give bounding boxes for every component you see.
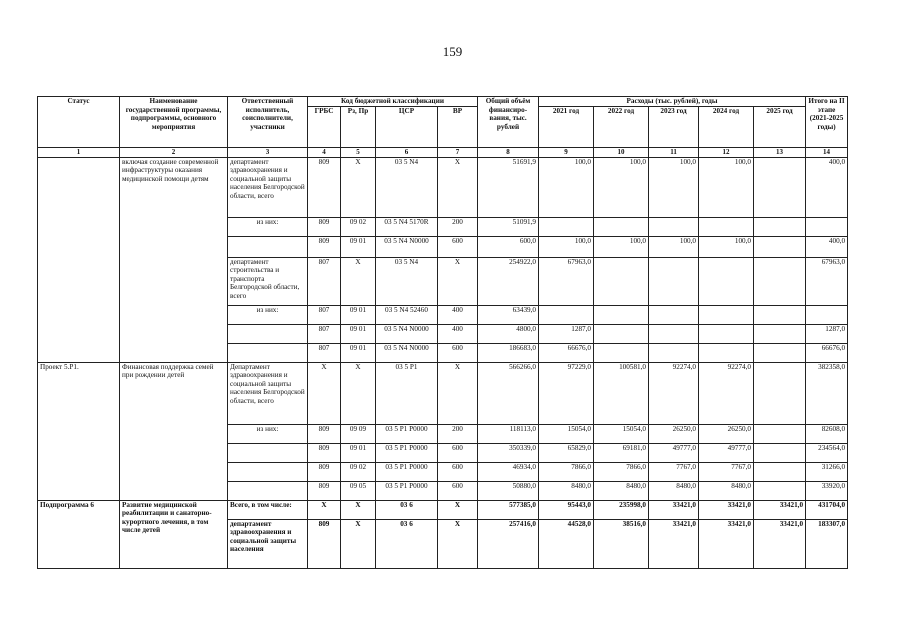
year-2025-cell (754, 343, 806, 362)
stage-total-cell: 400,0 (806, 236, 848, 257)
grbs-cell: 809 (308, 462, 341, 481)
stage-total-cell (806, 217, 848, 236)
year-2025-cell (754, 305, 806, 324)
csr-cell: 03 6 (376, 500, 438, 519)
header-total-stage: Итого на II этапе (2021-2025 годы) (806, 97, 848, 148)
name-cell: Развитие медицинской реабилитации и санаторно-курортного лечения, в том числе детей (120, 500, 228, 568)
year-2022-cell (594, 217, 649, 236)
year-2023-cell (649, 217, 699, 236)
column-number: 10 (594, 147, 649, 157)
header-total-volume: Общий объём финансиро-вания, тыс. рублей (478, 97, 539, 148)
year-2021-cell: 97229,0 (539, 362, 594, 424)
vr-cell: 200 (438, 217, 478, 236)
year-2025-cell: 33421,0 (754, 519, 806, 568)
year-2025-cell (754, 481, 806, 500)
header-grbs: ГРБС (308, 106, 341, 147)
grbs-cell: Х (308, 500, 341, 519)
grbs-cell: 809 (308, 217, 341, 236)
header-2025: 2025 год (754, 106, 806, 147)
year-2025-cell (754, 217, 806, 236)
rzpr-cell: 09 01 (341, 443, 376, 462)
year-2024-cell (699, 217, 754, 236)
total-cell: 46934,0 (478, 462, 539, 481)
stage-total-cell: 431704,0 (806, 500, 848, 519)
year-2024-cell: 49777,0 (699, 443, 754, 462)
responsible-cell: из них: (228, 424, 308, 443)
responsible-cell (228, 481, 308, 500)
header-name: Наименование государственной программы, подпрограммы, основного мероприятия (120, 97, 228, 148)
rzpr-cell: Х (341, 157, 376, 217)
responsible-cell: из них: (228, 217, 308, 236)
vr-cell: 600 (438, 343, 478, 362)
year-2022-cell (594, 343, 649, 362)
grbs-cell: 809 (308, 424, 341, 443)
total-cell: 186683,0 (478, 343, 539, 362)
grbs-cell: 807 (308, 343, 341, 362)
header-2023: 2023 год (649, 106, 699, 147)
header-rzpr: Рз, Пр (341, 106, 376, 147)
responsible-cell: департамент здравоохранения и социальной защиты населения (228, 519, 308, 568)
vr-cell: 200 (438, 424, 478, 443)
header-2022: 2022 год (594, 106, 649, 147)
total-cell: 50880,0 (478, 481, 539, 500)
vr-cell: 600 (438, 443, 478, 462)
column-number: 5 (341, 147, 376, 157)
year-2021-cell: 100,0 (539, 236, 594, 257)
responsible-cell: Всего, в том числе: (228, 500, 308, 519)
year-2021-cell: 95443,0 (539, 500, 594, 519)
year-2024-cell: 7767,0 (699, 462, 754, 481)
stage-total-cell: 400,0 (806, 157, 848, 217)
column-number: 3 (228, 147, 308, 157)
responsible-cell (228, 443, 308, 462)
column-number: 4 (308, 147, 341, 157)
status-cell (38, 157, 120, 362)
total-cell: 600,0 (478, 236, 539, 257)
year-2024-cell (699, 343, 754, 362)
year-2022-cell: 235998,0 (594, 500, 649, 519)
responsible-cell: Департамент здравоохранения и социальной защиты населения Белгородской области, всего (228, 362, 308, 424)
page-number: 159 (442, 44, 463, 59)
year-2023-cell: 7767,0 (649, 462, 699, 481)
rzpr-cell: Х (341, 519, 376, 568)
year-2025-cell (754, 424, 806, 443)
year-2025-cell (754, 324, 806, 343)
header-budget-code: Код бюджетной классификации (308, 97, 478, 107)
year-2022-cell (594, 305, 649, 324)
year-2022-cell: 15054,0 (594, 424, 649, 443)
year-2021-cell: 100,0 (539, 157, 594, 217)
year-2023-cell: 26250,0 (649, 424, 699, 443)
vr-cell: 400 (438, 305, 478, 324)
vr-cell: 600 (438, 481, 478, 500)
csr-cell: 03 5 N4 N0000 (376, 236, 438, 257)
total-cell: 63439,0 (478, 305, 539, 324)
total-cell: 4800,0 (478, 324, 539, 343)
stage-total-cell: 33920,0 (806, 481, 848, 500)
csr-cell: 03 5 N4 (376, 157, 438, 217)
column-number: 1 (38, 147, 120, 157)
stage-total-cell: 67963,0 (806, 257, 848, 305)
csr-cell: 03 5 N4 N0000 (376, 343, 438, 362)
grbs-cell: 809 (308, 519, 341, 568)
table-row (38, 362, 848, 424)
total-cell: 118113,0 (478, 424, 539, 443)
year-2025-cell: 33421,0 (754, 500, 806, 519)
stage-total-cell: 1287,0 (806, 324, 848, 343)
csr-cell: 03 5 N4 52460 (376, 305, 438, 324)
csr-cell: 03 5 Р1 Р0000 (376, 481, 438, 500)
year-2022-cell: 69181,0 (594, 443, 649, 462)
year-2021-cell: 7866,0 (539, 462, 594, 481)
header-csr: ЦСР (376, 106, 438, 147)
year-2022-cell: 7866,0 (594, 462, 649, 481)
year-2024-cell: 26250,0 (699, 424, 754, 443)
year-2022-cell: 100,0 (594, 157, 649, 217)
year-2024-cell: 33421,0 (699, 500, 754, 519)
year-2023-cell: 8480,0 (649, 481, 699, 500)
year-2024-cell: 92274,0 (699, 362, 754, 424)
vr-cell: 400 (438, 324, 478, 343)
year-2025-cell (754, 462, 806, 481)
total-cell: 566266,0 (478, 362, 539, 424)
year-2023-cell: 33421,0 (649, 519, 699, 568)
csr-cell: 03 5 N4 5170R (376, 217, 438, 236)
grbs-cell: 807 (308, 257, 341, 305)
year-2024-cell: 100,0 (699, 236, 754, 257)
grbs-cell: Х (308, 362, 341, 424)
rzpr-cell: 09 02 (341, 217, 376, 236)
year-2022-cell: 8480,0 (594, 481, 649, 500)
column-number: 8 (478, 147, 539, 157)
grbs-cell: 809 (308, 157, 341, 217)
total-cell: 350339,0 (478, 443, 539, 462)
total-cell: 51091,9 (478, 217, 539, 236)
csr-cell: 03 5 Р1 Р0000 (376, 424, 438, 443)
csr-cell: 03 5 Р1 (376, 362, 438, 424)
year-2024-cell: 100,0 (699, 157, 754, 217)
csr-cell: 03 5 Р1 Р0000 (376, 443, 438, 462)
year-2023-cell (649, 343, 699, 362)
name-cell: включая создание современной инфраструктуры оказания медицинской помощи детям (120, 157, 228, 362)
csr-cell: 03 5 Р1 Р0000 (376, 462, 438, 481)
year-2022-cell: 38516,0 (594, 519, 649, 568)
year-2023-cell: 33421,0 (649, 500, 699, 519)
vr-cell: Х (438, 362, 478, 424)
name-cell: Финансовая поддержка семей при рождении детей (120, 362, 228, 500)
year-2021-cell: 8480,0 (539, 481, 594, 500)
table-row (38, 500, 848, 519)
grbs-cell: 807 (308, 324, 341, 343)
header-2021: 2021 год (539, 106, 594, 147)
year-2022-cell (594, 324, 649, 343)
csr-cell: 03 5 N4 N0000 (376, 324, 438, 343)
column-number: 12 (699, 147, 754, 157)
vr-cell: 600 (438, 236, 478, 257)
grbs-cell: 807 (308, 305, 341, 324)
rzpr-cell: Х (341, 257, 376, 305)
year-2023-cell (649, 324, 699, 343)
year-2022-cell (594, 257, 649, 305)
responsible-cell (228, 462, 308, 481)
rzpr-cell: 09 01 (341, 324, 376, 343)
responsible-cell: департамент строительства и транспорта Белгородской области, всего (228, 257, 308, 305)
total-cell: 577385,0 (478, 500, 539, 519)
total-cell: 257416,0 (478, 519, 539, 568)
column-number: 13 (754, 147, 806, 157)
rzpr-cell: 09 05 (341, 481, 376, 500)
status-cell: Проект 5.Р1. (38, 362, 120, 500)
year-2024-cell: 33421,0 (699, 519, 754, 568)
year-2025-cell (754, 257, 806, 305)
stage-total-cell: 82608,0 (806, 424, 848, 443)
year-2025-cell (754, 362, 806, 424)
budget-table (37, 96, 848, 569)
stage-total-cell: 382358,0 (806, 362, 848, 424)
column-number: 14 (806, 147, 848, 157)
year-2025-cell (754, 157, 806, 217)
column-number: 2 (120, 147, 228, 157)
stage-total-cell (806, 305, 848, 324)
grbs-cell: 809 (308, 443, 341, 462)
year-2022-cell: 100,0 (594, 236, 649, 257)
header-status: Статус (38, 97, 120, 148)
year-2024-cell (699, 257, 754, 305)
responsible-cell (228, 324, 308, 343)
year-2023-cell: 92274,0 (649, 362, 699, 424)
rzpr-cell: Х (341, 500, 376, 519)
year-2024-cell (699, 305, 754, 324)
year-2025-cell (754, 443, 806, 462)
year-2024-cell: 8480,0 (699, 481, 754, 500)
rzpr-cell: 09 09 (341, 424, 376, 443)
header-vr: ВР (438, 106, 478, 147)
vr-cell: Х (438, 157, 478, 217)
grbs-cell: 809 (308, 481, 341, 500)
column-number: 11 (649, 147, 699, 157)
header-2024: 2024 год (699, 106, 754, 147)
year-2023-cell: 100,0 (649, 236, 699, 257)
stage-total-cell: 66676,0 (806, 343, 848, 362)
year-2024-cell (699, 324, 754, 343)
stage-total-cell: 183307,0 (806, 519, 848, 568)
rzpr-cell: 09 01 (341, 343, 376, 362)
rzpr-cell: 09 01 (341, 236, 376, 257)
vr-cell: Х (438, 500, 478, 519)
column-number-row (38, 147, 848, 157)
responsible-cell (228, 343, 308, 362)
year-2021-cell: 66676,0 (539, 343, 594, 362)
csr-cell: 03 5 N4 (376, 257, 438, 305)
header-responsible: Ответственный исполнитель, соисполнители, участники (228, 97, 308, 148)
year-2021-cell: 67963,0 (539, 257, 594, 305)
total-cell: 254922,0 (478, 257, 539, 305)
responsible-cell: департамент здравоохранения и социальной защиты населения Белгородской области, всего (228, 157, 308, 217)
year-2023-cell: 49777,0 (649, 443, 699, 462)
year-2023-cell: 100,0 (649, 157, 699, 217)
year-2021-cell: 44528,0 (539, 519, 594, 568)
vr-cell: Х (438, 519, 478, 568)
column-number: 7 (438, 147, 478, 157)
table-row (38, 157, 848, 217)
grbs-cell: 809 (308, 236, 341, 257)
year-2023-cell (649, 257, 699, 305)
year-2022-cell: 100581,0 (594, 362, 649, 424)
vr-cell: 600 (438, 462, 478, 481)
column-number: 9 (539, 147, 594, 157)
rzpr-cell: 09 02 (341, 462, 376, 481)
year-2021-cell: 65829,0 (539, 443, 594, 462)
header-expenses: Расходы (тыс. рублей), годы (539, 97, 806, 107)
vr-cell: Х (438, 257, 478, 305)
csr-cell: 03 6 (376, 519, 438, 568)
year-2021-cell: 1287,0 (539, 324, 594, 343)
rzpr-cell: Х (341, 362, 376, 424)
stage-total-cell: 234564,0 (806, 443, 848, 462)
responsible-cell (228, 236, 308, 257)
column-number: 6 (376, 147, 438, 157)
stage-total-cell: 31266,0 (806, 462, 848, 481)
total-cell: 51691,9 (478, 157, 539, 217)
year-2021-cell: 15054,0 (539, 424, 594, 443)
rzpr-cell: 09 01 (341, 305, 376, 324)
year-2025-cell (754, 236, 806, 257)
year-2023-cell (649, 305, 699, 324)
year-2021-cell (539, 305, 594, 324)
responsible-cell: из них: (228, 305, 308, 324)
status-cell: Подпрограмма 6 (38, 500, 120, 568)
year-2021-cell (539, 217, 594, 236)
